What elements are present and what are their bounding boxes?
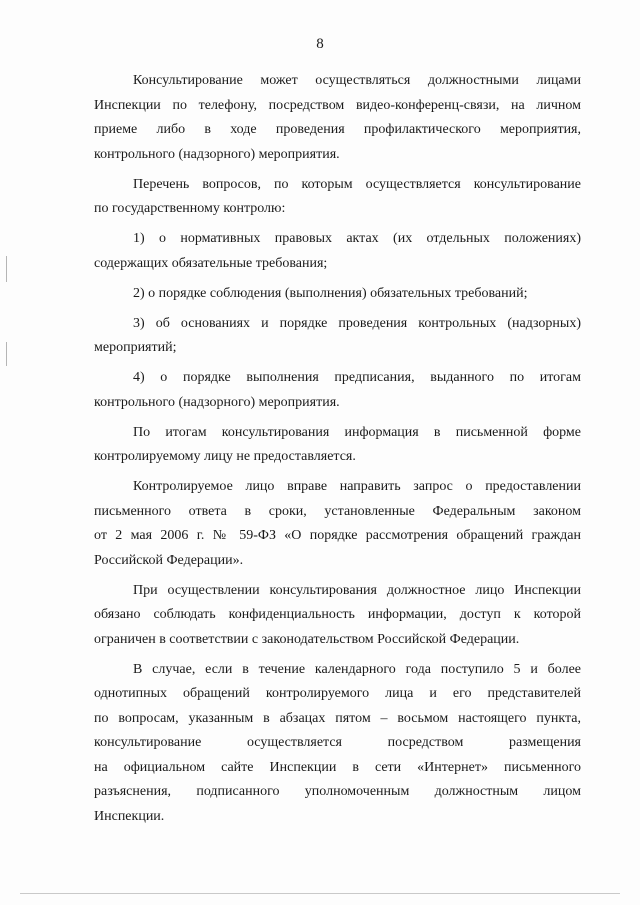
text-line: Перечень вопросов, по которым осуществляется консультирование	[133, 176, 581, 192]
text-line: Инспекции.	[94, 808, 165, 824]
scan-margin-mark	[6, 256, 7, 282]
paragraph	[94, 579, 581, 653]
text-line: письменного ответа в сроки, установленные Федеральным законом	[94, 503, 581, 519]
text-line: содержащих обязательные требования;	[94, 255, 328, 271]
paragraph	[94, 69, 581, 167]
text-line: Консультирование может осуществляться должностными лицами	[133, 73, 581, 88]
text-line: По итогам консультирования информация в письменной форме	[133, 424, 581, 440]
page-number: 8	[316, 36, 324, 52]
text-line: контрольного (надзорного) мероприятия.	[94, 394, 340, 410]
text-line: мероприятий;	[94, 340, 177, 355]
text-line: Контролируемое лицо вправе направить запрос о предоставлении	[133, 479, 581, 494]
text-line: приеме либо в ходе проведения профилактического мероприятия,	[94, 122, 581, 137]
text-line: 4) о порядке выполнения предписания, выданного по итогам	[133, 370, 581, 385]
text-line: В случае, если в течение календарного года поступило 5 и более	[133, 661, 581, 677]
text-line: Инспекции по телефону, посредством видео-конференц-связи, на личном	[94, 97, 581, 113]
list-item	[94, 366, 581, 415]
text-line: разъяснения, подписанного уполномоченным должностным лицом	[94, 784, 581, 799]
text-line: на официальном сайте Инспекции в сети «Интернет» письменного	[94, 759, 581, 775]
text-line: по государственному контролю:	[94, 201, 286, 216]
text-line: контролируемому лицу не предоставляется.	[94, 449, 356, 464]
text-line: ограничен в соответствии с законодательством Российской Федерации.	[94, 631, 520, 647]
list-item	[94, 227, 581, 276]
paragraph	[94, 475, 581, 573]
paragraph	[94, 658, 581, 830]
document-body	[94, 69, 581, 835]
text-line: 1) о нормативных правовых актах (их отдельных положениях)	[133, 231, 581, 246]
text-line: по вопросам, указанным в абзацах пятом – восьмом настоящего пункта,	[94, 710, 581, 726]
text-line: Российской Федерации».	[94, 552, 244, 568]
text-line: 3) об основаниях и порядке проведения контрольных (надзорных)	[133, 315, 581, 331]
paragraph	[94, 421, 581, 470]
text-line: от 2 мая 2006 г. № 59-ФЗ «О порядке рассмотрения обращений граждан	[94, 528, 581, 543]
text-line: однотипных обращений контролируемого лица и его представителей	[94, 686, 581, 701]
text-line: 2) о порядке соблюдения (выполнения) обязательных требований;	[133, 285, 528, 301]
list-item	[94, 312, 581, 361]
scan-margin-mark	[6, 342, 7, 366]
text-line: При осуществлении консультирования должностное лицо Инспекции	[133, 582, 581, 598]
text-line: обязано соблюдать конфиденциальность информации, доступ к которой	[94, 607, 581, 622]
text-line: контрольного (надзорного) мероприятия.	[94, 146, 340, 162]
list-item	[94, 282, 581, 307]
scan-bottom-edge	[20, 893, 620, 894]
paragraph	[94, 173, 581, 222]
text-line: консультирование осуществляется посредством размещения	[94, 735, 581, 750]
